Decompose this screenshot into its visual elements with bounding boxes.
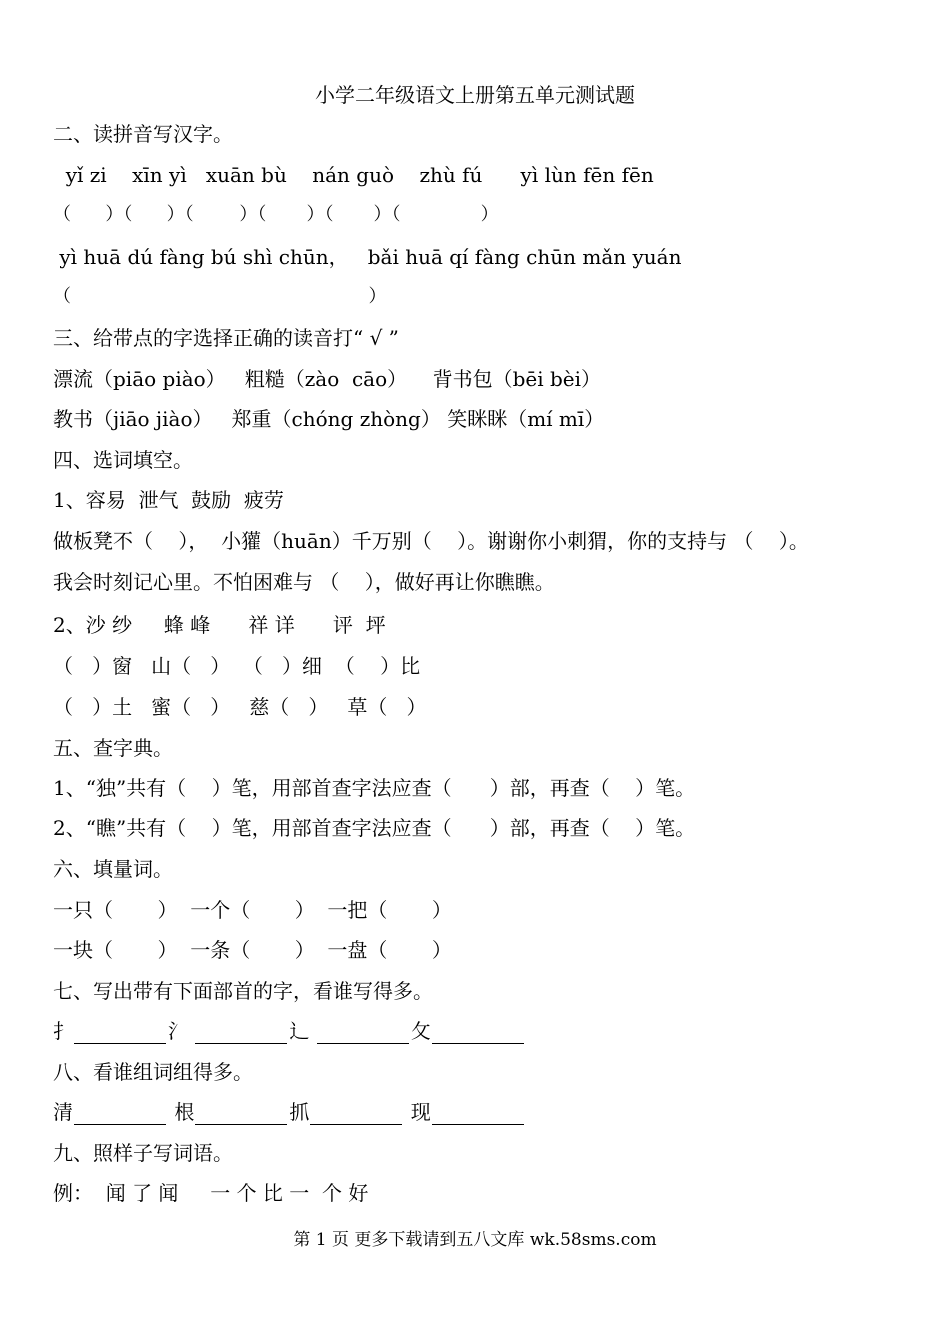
section-4-q2-words: 2、沙 纱 蜂 峰 祥 详 评 坪 — [53, 613, 386, 637]
section-6-row-1: 一只（ ） 一个（ ） 一把（ ） — [53, 898, 452, 922]
section-2-heading: 二、读拼音写汉字。 — [53, 122, 233, 146]
section-3-heading: 三、给带点的字选择正确的读音打“ √ ” — [53, 326, 399, 350]
word-1: 清 — [53, 1100, 73, 1124]
answer-parentheses-row-2: （ ） — [53, 286, 387, 307]
answer-parentheses-row-1: （ ）（ ）（ ）（ ）（ ）（ ） — [53, 204, 499, 225]
section-5-q1: 1、“独”共有（ ）笔，用部首查字法应查（ ）部，再查（ ）笔。 — [53, 776, 696, 800]
section-4-q1-line-2: 我会时刻记心里。不怕困难与 （ ），做好再让你瞧瞧。 — [53, 570, 555, 594]
section-4-q1-words: 1、容易 泄气 鼓励 疲劳 — [53, 488, 284, 512]
write-blank[interactable] — [195, 1023, 287, 1044]
word-4: 现 — [410, 1100, 431, 1124]
write-blank[interactable] — [195, 1104, 287, 1125]
radical-1: 扌 — [53, 1019, 73, 1043]
section-4-q2-row-1: （ ）窗 山（ ） （ ）细 （ ）比 — [53, 654, 421, 678]
write-blank[interactable] — [432, 1023, 524, 1044]
section-4-q1-line-1: 做板凳不（ ）， 小獾（huān）千万别（ ）。谢谢你小刺猬，你的支持与 （ ）。 — [53, 529, 809, 553]
word-3: 抓 — [289, 1100, 310, 1124]
section-4-heading: 四、选词填空。 — [53, 448, 193, 472]
section-9-example: 例： 闻 了 闻 一 个 比 一 个 好 — [53, 1181, 369, 1205]
section-5-heading: 五、查字典。 — [53, 736, 173, 760]
pinyin-row-1: yǐ zi xīn yì xuān bù nán guò zhù fú yì lùn fēn fēn — [53, 163, 654, 187]
section-8-heading: 八、看谁组词组得多。 — [53, 1060, 253, 1084]
write-blank[interactable] — [74, 1104, 166, 1125]
section-4-q2-row-2: （ ）土 蜜（ ） 慈（ ） 草（ ） — [53, 695, 427, 719]
radical-4: 攵 — [410, 1019, 431, 1043]
section-6-row-2: 一块（ ） 一条（ ） 一盘（ ） — [53, 938, 452, 962]
section-3-row-1: 漂流（piāo piào） 粗糙（zào cāo） 背书包（bēi bèi） — [53, 367, 601, 391]
radical-3: 辶 — [289, 1019, 310, 1043]
write-blank[interactable] — [74, 1023, 166, 1044]
section-3-row-2: 教书（jiāo jiào） 郑重（chóng zhòng） 笑眯眯（mí mī） — [53, 407, 605, 431]
word-2: 根 — [174, 1100, 195, 1124]
write-blank[interactable] — [317, 1023, 409, 1044]
section-7-heading: 七、写出带有下面部首的字，看谁写得多。 — [53, 979, 433, 1003]
section-7-radicals — [53, 1018, 526, 1044]
section-5-q2: 2、“瞧”共有（ ）笔，用部首查字法应查（ ）部，再查（ ）笔。 — [53, 816, 696, 840]
pinyin-row-2: yì huā dú fàng bú shì chūn， bǎi huā qí fàng chūn mǎn yuán — [53, 245, 682, 269]
page-footer: 第 1 页 更多下载请到五八文库 wk.58sms.com — [293, 1230, 657, 1250]
section-9-heading: 九、照样子写词语。 — [53, 1141, 233, 1165]
section-6-heading: 六、填量词。 — [53, 857, 173, 881]
radical-2: 氵 — [168, 1019, 188, 1043]
write-blank[interactable] — [310, 1104, 402, 1125]
section-8-words — [53, 1099, 526, 1125]
page-title: 小学二年级语文上册第五单元测试题 — [315, 83, 635, 107]
write-blank[interactable] — [432, 1104, 524, 1125]
